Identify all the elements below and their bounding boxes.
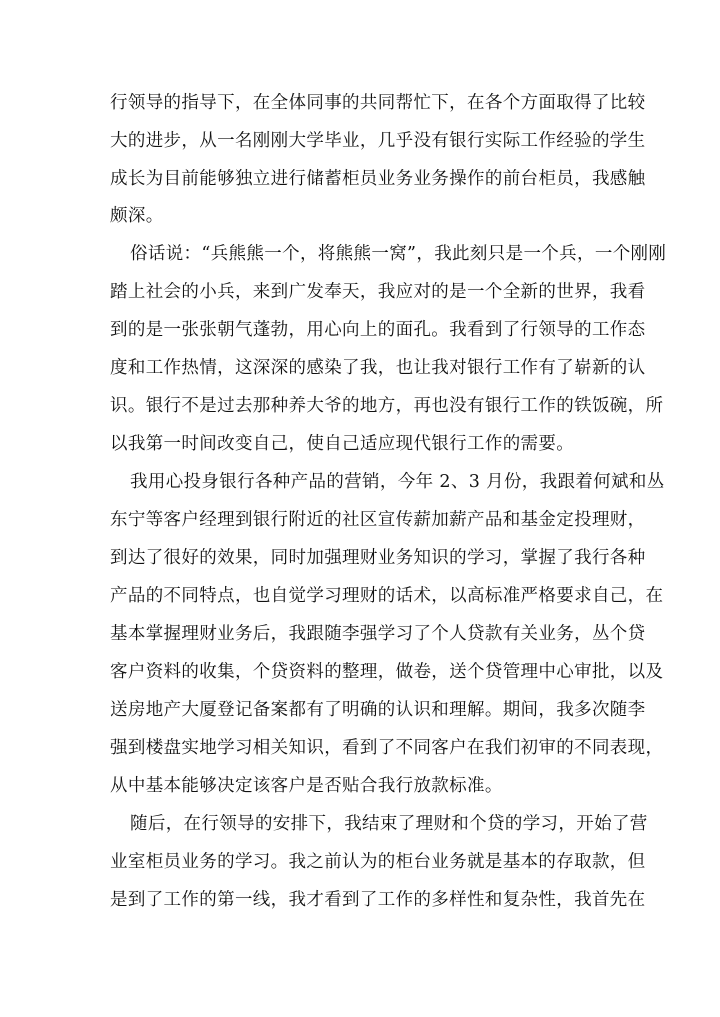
text-line: 从中基本能够决定该客户是否贴合我行放款标准。 (110, 776, 503, 796)
text-line: 客户资料的收集，个贷资料的整理，做卷，送个贷管理中心审批，以及 (110, 662, 664, 682)
text-line: 业室柜员业务的学习。我之前认为的柜台业务就是基本的存取款，但 (110, 852, 646, 872)
text-line: 以我第一时间改变自己，使自己适应现代银行工作的需要。 (110, 434, 575, 454)
text-line: 颇深。 (110, 206, 164, 226)
text-line: 产品的不同特点，也自觉学习理财的话术，以高标准严格要求自己，在 (110, 586, 664, 606)
text-line: 到的是一张张朝气蓬勃，用心向上的面孔。我看到了行领导的工作态 (110, 320, 646, 340)
text-line: 是到了工作的第一线，我才看到了工作的多样性和复杂性，我首先在 (110, 890, 646, 910)
text-line: 俗话说：“兵熊熊一个，将熊熊一窝”，我此刻只是一个兵，一个刚刚 (130, 244, 667, 264)
text-line: 基本掌握理财业务后，我跟随李强学习了个人贷款有关业务，丛个贷 (110, 624, 646, 644)
text-line: 我用心投身银行各种产品的营销，今年 2、3 月份，我跟着何斌和丛 (130, 472, 665, 492)
text-line: 度和工作热情，这深深的感染了我，也让我对银行工作有了崭新的认 (110, 358, 646, 378)
text-line: 随后，在行领导的安排下，我结束了理财和个贷的学习，开始了营 (130, 814, 648, 834)
text-line: 到达了很好的效果，同时加强理财业务知识的学习，掌握了我行各种 (110, 548, 646, 568)
text-line: 踏上社会的小兵，来到广发奉天，我应对的是一个全新的世界，我看 (110, 282, 646, 302)
text-line: 大的进步，从一名刚刚大学毕业，几乎没有银行实际工作经验的学生 (110, 131, 646, 151)
text-line: 行领导的指导下，在全体同事的共同帮忙下，在各个方面取得了比较 (110, 93, 646, 113)
text-line: 识。银行不是过去那种养大爷的地方，再也没有银行工作的铁饭碗，所 (110, 396, 664, 416)
text-line: 强到楼盘实地学习相关知识，看到了不同客户在我们初审的不同表现， (110, 738, 664, 758)
text-line: 成长为目前能够独立进行储蓄柜员业务业务操作的前台柜员，我感触 (110, 169, 646, 189)
text-line: 东宁等客户经理到银行附近的社区宣传薪加薪产品和基金定投理财， (110, 510, 646, 530)
text-line: 送房地产大厦登记备案都有了明确的认识和理解。期间，我多次随李 (110, 700, 646, 720)
